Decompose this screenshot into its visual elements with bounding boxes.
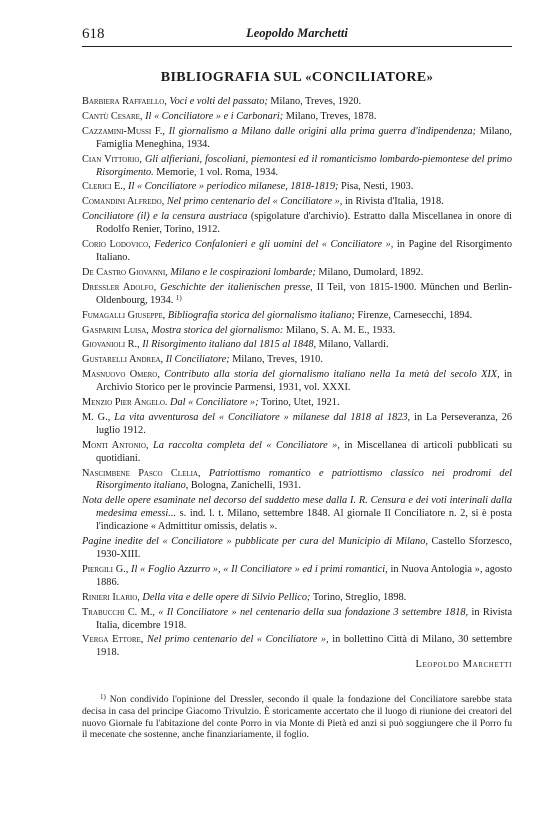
entry-author: Cazzamini-Mussi F., [82, 125, 165, 137]
entry-details: Milano, Vallardi. [318, 339, 389, 351]
entry-details: Castello Sforzesco, 1930-XIII. [96, 536, 512, 560]
entry-author: Fumagalli Giuseppe, [82, 309, 166, 321]
entry-author: Cian Vittorio, [82, 153, 142, 165]
entry-title: Federico Confalonieri e gli uomini del « Conciliatore », [154, 239, 394, 251]
entry-author: Cantù Cesare, [82, 110, 143, 122]
bibliography-entry [82, 211, 512, 237]
footnote [82, 694, 512, 741]
entry-details: Milano, S. A. M. E., 1933. [285, 324, 396, 336]
entry-title: Dal « Conciliatore »; [170, 397, 259, 409]
entry-details: Milano, Treves, 1910. [232, 354, 323, 366]
section-heading [82, 70, 512, 86]
entry-author: Nascimbene Pasco Clelia, [82, 467, 201, 479]
running-head [82, 26, 512, 47]
entry-details: Pisa, Nesti, 1903. [340, 181, 414, 193]
bibliography-entry [82, 310, 512, 323]
entry-title: « Il Conciliatore » nel centenario della sua fondazione 3 settembre 1818, [158, 606, 469, 618]
entry-title: Voci e volti del passato; [169, 96, 268, 107]
entry-title: Nel primo centenario del « Conciliatore », [147, 634, 329, 646]
entry-details: Milano, Dumolard, 1892. [318, 266, 424, 278]
running-title: Leopoldo Marchetti [246, 26, 348, 40]
heading-subject: CONCILIATORE [311, 70, 427, 85]
entry-title: Patriottismo romantico e patriottismo classico nei prodromi del Risorgimento italiano, [96, 467, 512, 492]
bibliography-entry [82, 440, 512, 466]
bibliography-entry [82, 397, 512, 410]
bibliography-entry [82, 154, 512, 180]
bibliography-entry [82, 181, 512, 194]
entry-title: Contributo alla storia del giornalismo italiano nella 1a metà del secolo XIX, [164, 369, 500, 381]
entry-details: in Archivio Storico per le provincie Parmensi, 1931, vol. XXXI. [96, 369, 512, 394]
bibliography-entry [82, 354, 512, 367]
entry-author: Gustarelli Andrea, [82, 354, 164, 366]
entry-title: Il « Foglio Azzurro », « Il Conciliatore » ed i primi romantici, [131, 563, 388, 575]
bibliography-entry [82, 126, 512, 152]
bibliography-entry [82, 369, 512, 395]
footnote-text: Non condivido l'opinione del Dressler, secondo il quale la fondazione del Conciliatore sarebbe stata decisa in casa del principe Giacomo Trivulzio. È storicamente accertato che il luogo di riunione dei creatori del nuovo Giornale fu l'abitazione del conte Porro in via Monte di Pietà ed anzi si può soggiungere che il Porro fu il mecenate che sostenne, anche finanziariamente, il foglio. [82, 694, 512, 741]
entry-details: (spigolature d'archivio). Estratto dalla Miscellanea in onore di Rodolfo Renier, Torino, 1912. [96, 211, 512, 236]
entry-details: Firenze, Carnesecchi, 1894. [357, 309, 473, 321]
entry-title: Mostra storica del giornalismo: [151, 324, 284, 336]
entry-author: Monti Antonio, [82, 439, 149, 451]
entry-title: Il « Conciliatore » periodico milanese, 1818-1819; [128, 181, 339, 193]
entry-author: Piergili G., [82, 563, 129, 575]
heading-quote-close: » [426, 70, 434, 84]
bibliography-entry [82, 339, 512, 352]
entry-details: Memorie, 1 vol. Roma, 1934. [156, 166, 279, 178]
bibliography-entry [82, 111, 512, 124]
bibliography-entry [82, 267, 512, 280]
bibliography-entry [82, 536, 512, 562]
entry-author: Verga Ettore, [82, 634, 144, 646]
entry-title: Nota delle opere esaminate nel decorso del suddetto mese dalla I. R. Censura e dei voti interinali dalla medesima emessi... [82, 495, 512, 520]
bibliography-entry [82, 196, 512, 209]
bibliography-entry [82, 564, 512, 590]
entry-title: Bibliografia storica del giornalismo italiano; [167, 309, 355, 321]
entry-title: Nel primo centenario del « Conciliatore », [166, 196, 343, 208]
entry-author: Gasparini Luisa, [82, 324, 149, 336]
entry-title: Il Risorgimento italiano dal 1815 al 1848, [142, 339, 317, 351]
entry-author: Giovanioli R., [82, 339, 140, 351]
bibliography-entry [82, 607, 512, 633]
bibliography-entry [82, 282, 512, 308]
entry-details: Torino, Streglio, 1898. [312, 591, 407, 603]
entry-details: Bologna, Zanichelli, 1931. [190, 480, 301, 492]
entry-title: Pagine inedite del « Conciliatore » pubblicate per cura del Municipio di Milano, [82, 536, 428, 548]
entry-title: Geschichte der italienischen presse, [160, 281, 313, 293]
entry-title: Gli alfieriani, foscoliani, piemontesi ed il romanticismo lombardo-piemontese del primo Risorgimento. [96, 153, 513, 178]
page-number: 618 [82, 26, 105, 42]
bibliography-entry [82, 592, 512, 605]
bibliography-list [82, 96, 512, 662]
entry-author: Barbiera Raffaello, [82, 96, 167, 107]
entry-details: in Nuova Antologia », agosto 1886. [96, 563, 513, 588]
entry-details: in bollettino Città di Milano, 30 settembre 1918. [96, 634, 513, 659]
bibliography-entry [82, 634, 512, 660]
entry-title: Conciliatore (il) e la censura austriaca [82, 211, 248, 223]
bibliography-entry [82, 412, 512, 438]
entry-details: in Rivista Italia, dicembre 1918. [96, 606, 513, 631]
entry-title: Il giornalismo a Milano dalle origini alla prima guerra d'indipendenza; [168, 125, 476, 137]
bibliography-entry [82, 468, 512, 494]
heading-main: BIBLIOGRAFIA SUL [160, 70, 302, 85]
footnote-marker: 1) [100, 693, 106, 701]
entry-details: II Teil, von 1815-1900. München und Berlin-Oldenbourg, 1934. [96, 281, 512, 306]
entry-details: Milano, Famiglia Meneghina, 1934. [96, 125, 513, 150]
entry-author: Comandini Alfredo, [82, 196, 165, 208]
entry-author: Menzio Pier Angelo. [82, 397, 168, 409]
author-signature: Leopoldo Marchetti [415, 659, 512, 670]
entry-author: Corio Lodovico, [82, 239, 151, 251]
entry-details: in Rivista d'Italia, 1918. [344, 196, 444, 208]
entry-details: s. ind. l. t. Milano, settembre 1848. Al giornale Il Conciliatore n. 2, si è posta l'indicazione « Admittitur omissis, delatis ». [96, 508, 512, 533]
bibliography-entry [82, 495, 512, 534]
entry-details: Milano, Treves, 1878. [285, 110, 377, 122]
entry-details: in Miscellanea di articoli pubblicati su quotidiani. [96, 439, 513, 464]
entry-author: Trabucchi C. M., [82, 606, 155, 618]
entry-author: De Castro Giovanni, [82, 266, 168, 278]
footnote-reference: 1) [175, 293, 182, 302]
entry-author: Masnuovo Omero, [82, 369, 160, 381]
entry-title: La raccolta completa del « Conciliatore », [152, 439, 340, 451]
heading-quote-open: « [305, 70, 312, 84]
entry-title: Milano e le cospirazioni lombarde; [170, 266, 316, 278]
entry-details: in La Perseveranza, 26 luglio 1912. [96, 411, 513, 436]
entry-details: Torino, Utet, 1921. [261, 397, 340, 409]
entry-title: La vita avventurosa del « Conciliatore » milanese dal 1818 al 1823, [114, 411, 411, 423]
bibliography-entry [82, 239, 512, 265]
entry-author: Clerici E., [82, 181, 126, 193]
entry-details: Milano, Treves, 1920. [270, 96, 362, 107]
entry-title: Il Conciliatore; [165, 354, 230, 366]
bibliography-entry [82, 96, 512, 109]
bibliography-entry [82, 325, 512, 338]
entry-author: Dressler Adolfo, [82, 281, 157, 293]
entry-author: Rinieri Ilario, [82, 591, 140, 603]
entry-title: Il « Conciliatore » e i Carbonari; [145, 110, 284, 122]
entry-title: Della vita e delle opere di Silvio Pellico; [142, 591, 311, 603]
entry-author: M. G., [82, 411, 111, 423]
entry-details: in Pagine del Risorgimento Italiano. [96, 239, 512, 263]
